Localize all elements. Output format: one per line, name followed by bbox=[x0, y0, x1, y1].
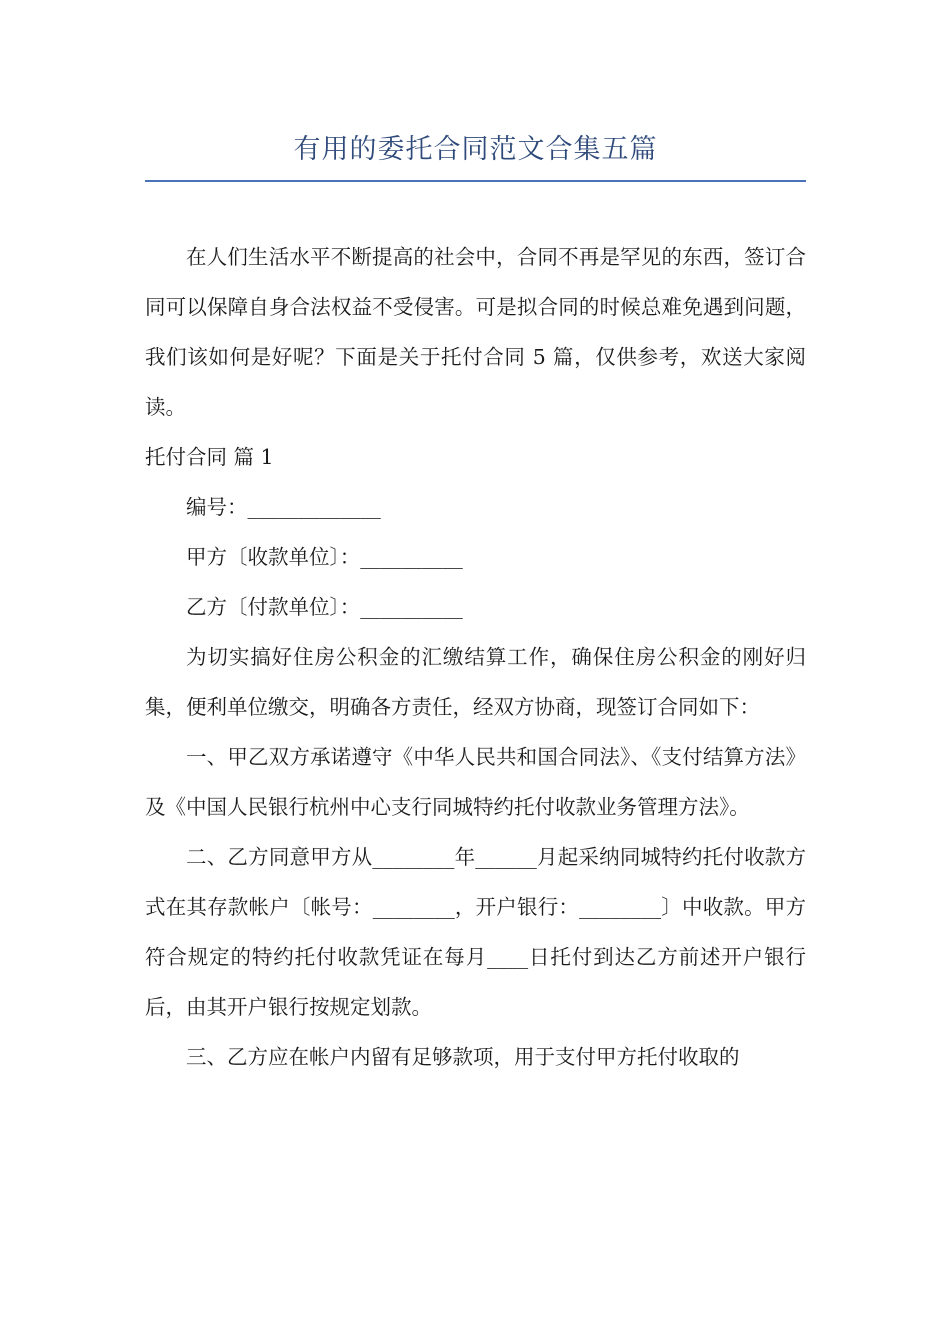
paragraph-clause-3: 三、乙方应在帐户内留有足够款项，用于支付甲方托付收取的 bbox=[186, 1045, 740, 1069]
paragraph-preamble: 为切实搞好住房公积金的汇缴结算工作，确保住房公积金的刚好归集，便利单位缴交，明确各方责任，经双方协商，现签订合同如下： bbox=[145, 645, 806, 719]
paragraph-number-field: 编号：_____________ bbox=[186, 495, 381, 519]
document-title: 有用的委托合同范文合集五篇 bbox=[293, 134, 658, 165]
section-heading: 托付合同 篇 1 bbox=[145, 445, 274, 469]
paragraph-clause-2: 二、乙方同意甲方从________年______月起采纳同城特约托付收款方式在其存款帐户〔帐号：________，开户银行：________〕中收款。甲方符合规定的特约托付收款凭证在每月____日托付到达乙方前述开户银行后，由其开户银行按规定划款。 bbox=[145, 845, 806, 1019]
paragraph-intro: 在人们生活水平不断提高的社会中，合同不再是罕见的东西，签订合同可以保障自身合法权益不受侵害。可是拟合同的时候总难免遇到问题，我们该如何是好呢？下面是关于托付合同 5 篇，仅供参考，欢送大家阅读。 bbox=[145, 245, 806, 419]
paragraph-party-a: 甲方〔收款单位〕：__________ bbox=[186, 545, 463, 569]
paragraph-party-b: 乙方〔付款单位〕：__________ bbox=[186, 595, 463, 619]
document-body bbox=[145, 232, 806, 1082]
title-divider bbox=[145, 180, 806, 182]
paragraph-clause-1: 一、甲乙双方承诺遵守《中华人民共和国合同法》、《支付结算方法》及《中国人民银行杭州中心支行同城特约托付收款业务管理方法》。 bbox=[145, 745, 806, 819]
